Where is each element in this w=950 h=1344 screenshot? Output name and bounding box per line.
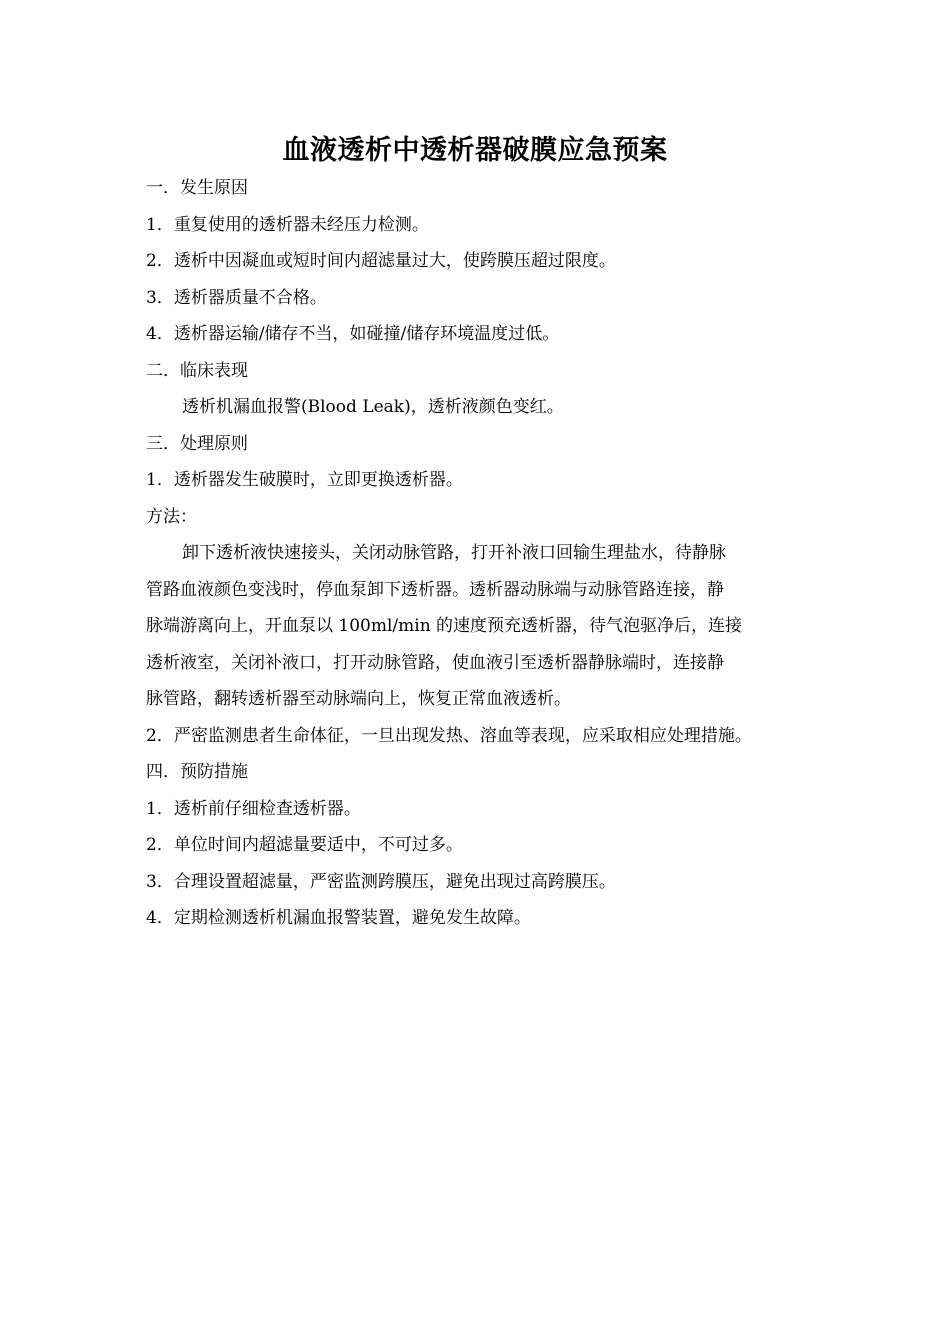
- section-heading-clinical: 二．临床表现: [146, 360, 248, 381]
- method-paragraph-line: 脉端游离向上，开血泵以 100ml/min 的速度预充透析器，待气泡驱净后，连接: [146, 616, 743, 636]
- method-paragraph-line: 管路血液颜色变浅时，停血泵卸下透析器。透析器动脉端与动脉管路连接，静: [146, 579, 724, 600]
- list-item: 4．透析器运输/储存不当，如碰撞/储存环境温度过低。: [146, 324, 560, 344]
- section-heading-prevention: 四．预防措施: [146, 762, 248, 782]
- section-heading-causes: 一．发生原因: [146, 178, 248, 198]
- method-paragraph-line: 透析液室，关闭补液口，打开动脉管路，使血液引至透析器静脉端时，连接静: [146, 652, 724, 673]
- list-item: 1．透析前仔细检查透析器。: [146, 798, 361, 819]
- list-item: 1．重复使用的透析器未经压力检测。: [146, 214, 429, 235]
- section-heading-treatment: 三．处理原则: [146, 433, 248, 454]
- list-item: 2．透析中因凝血或短时间内超滤量过大，使跨膜压超过限度。: [146, 251, 616, 271]
- list-item: 2．严密监测患者生命体征，一旦出现发热、溶血等表现，应采取相应处理措施。: [146, 725, 752, 746]
- list-item: 4．定期检测透析机漏血报警装置，避免发生故障。: [146, 908, 531, 928]
- list-item: 2．单位时间内超滤量要适中，不可过多。: [146, 835, 463, 855]
- clinical-text: 透析机漏血报警(Blood Leak)，透析液颜色变红。: [182, 397, 564, 417]
- list-item: 3．透析器质量不合格。: [146, 287, 327, 308]
- method-paragraph-line: 卸下透析液快速接头，关闭动脉管路，打开补液口回输生理盐水，待静脉: [182, 543, 726, 563]
- document-body: [146, 170, 826, 937]
- method-label: 方法：: [146, 506, 197, 527]
- document-title: 血液透析中透析器破膜应急预案: [282, 135, 668, 166]
- method-paragraph-line: 脉管路，翻转透析器至动脉端向上，恢复正常血液透析。: [146, 689, 571, 709]
- list-item: 1．透析器发生破膜时，立即更换透析器。: [146, 470, 463, 490]
- list-item: 3．合理设置超滤量，严密监测跨膜压，避免出现过高跨膜压。: [146, 871, 616, 892]
